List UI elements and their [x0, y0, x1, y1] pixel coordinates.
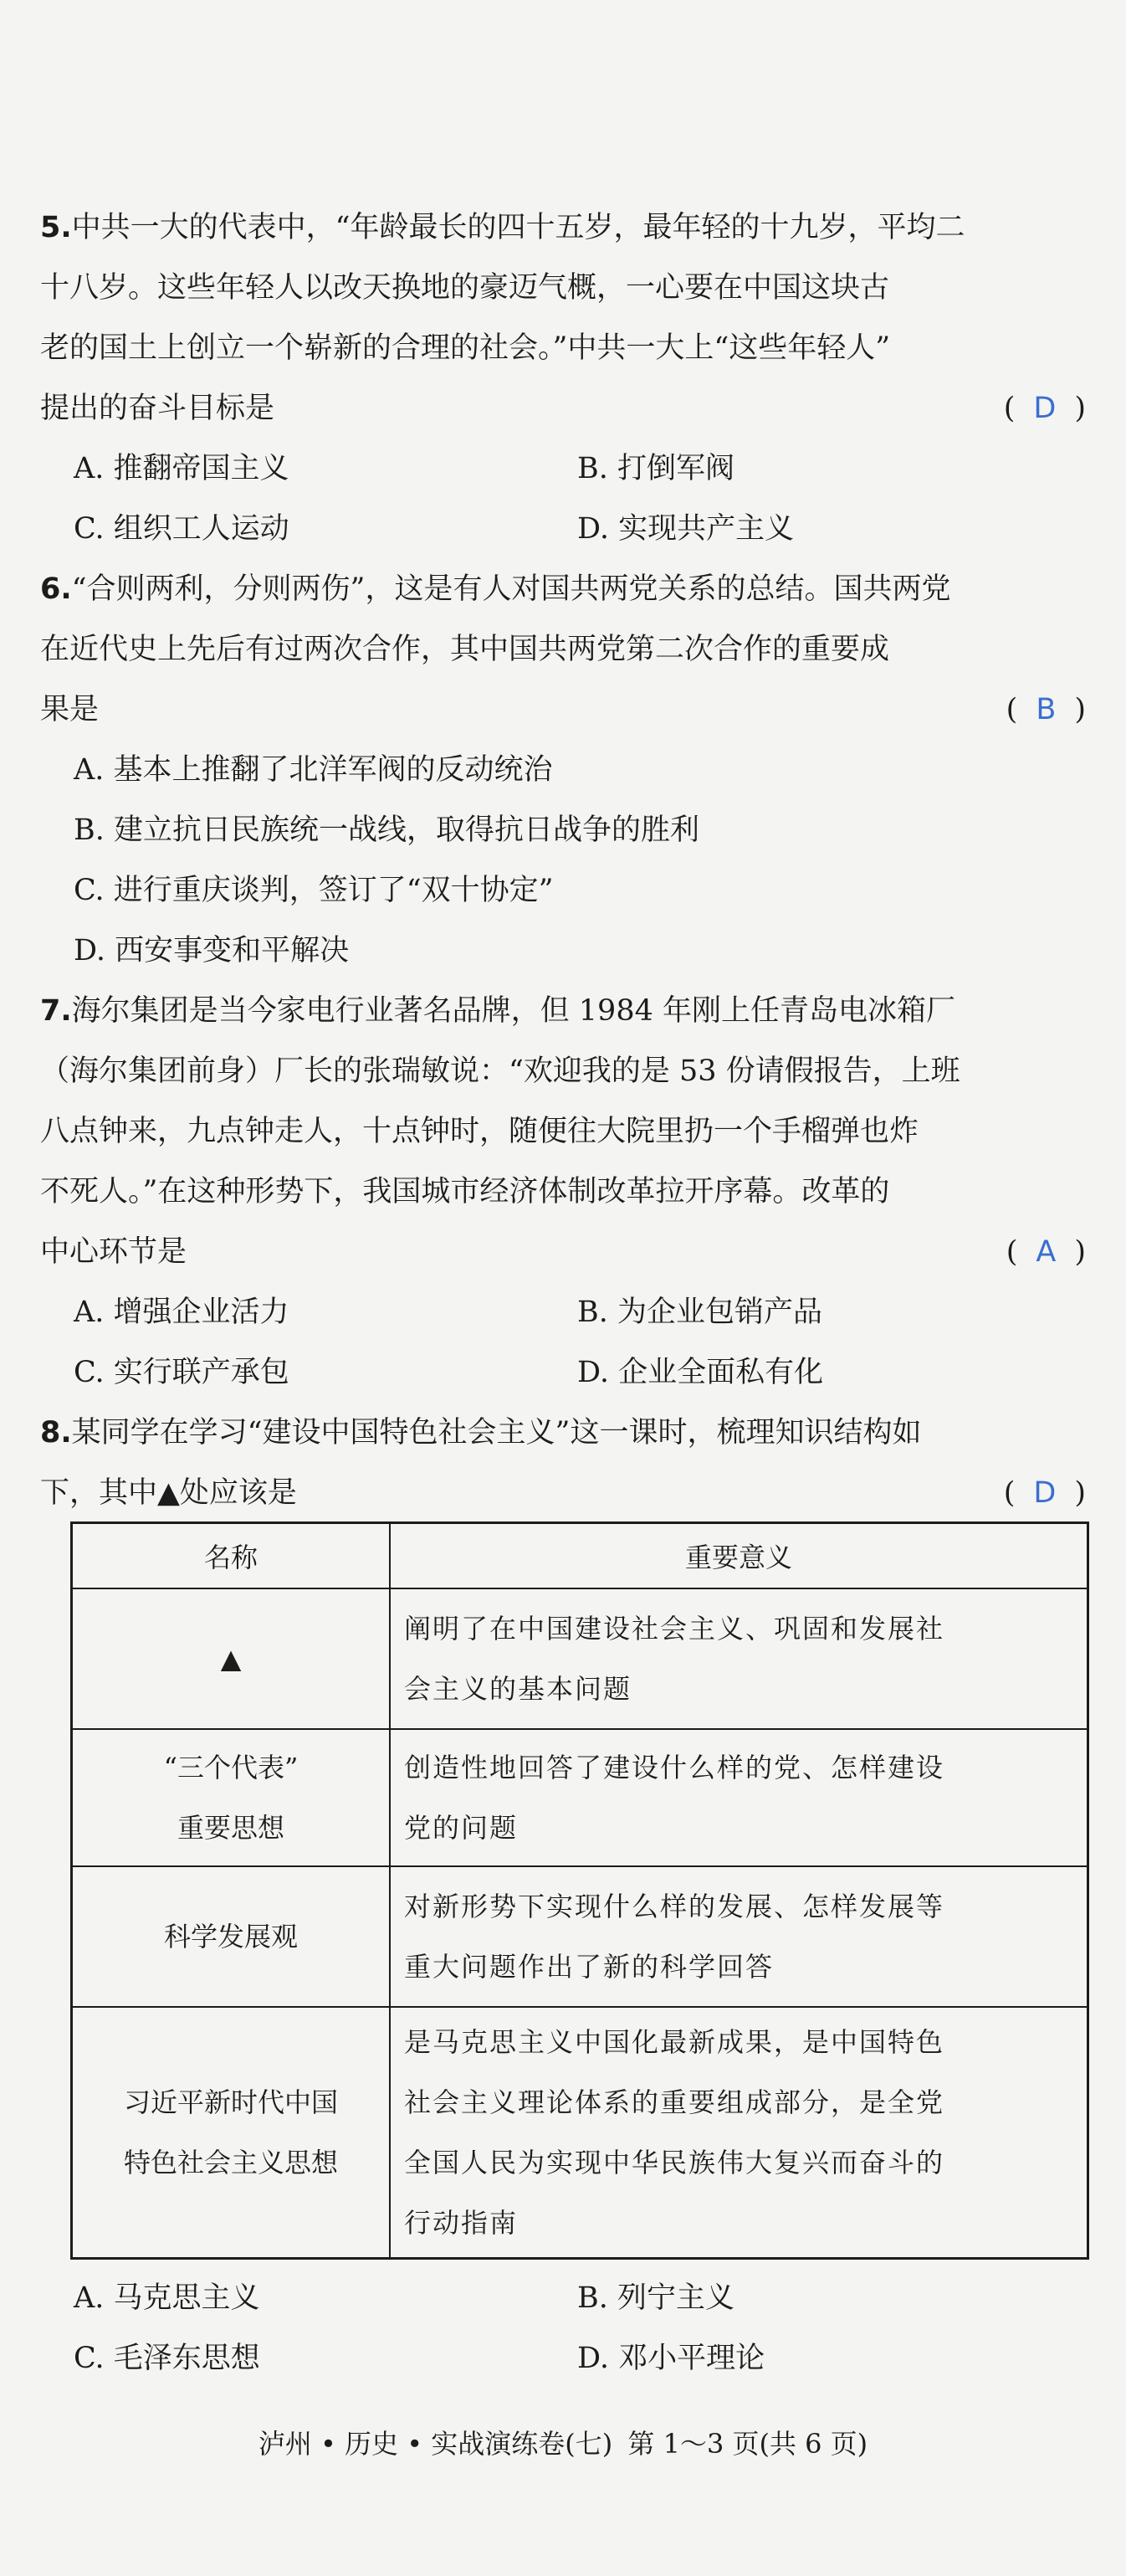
knowledge-table — [70, 1521, 1089, 2260]
footer-page-number: 第 1～3 页(共 6 页) — [627, 2428, 868, 2460]
question-8-line-2: 下，其中▲处应该是 — [40, 1476, 297, 1510]
option-a: A. 增强企业活力 — [74, 1296, 289, 1329]
question-7-line-5: 中心环节是 — [40, 1235, 187, 1269]
table-cell-name: 科学发展观 — [72, 1866, 391, 2007]
option-a: A. 推翻帝国主义 — [74, 452, 289, 485]
table-row — [72, 2007, 1088, 2259]
table-cell-name: 习近平新时代中国 特色社会主义思想 — [72, 2007, 391, 2259]
option-d: D. 邓小平理论 — [577, 2342, 765, 2375]
option-d: D. 西安事变和平解决 — [74, 934, 350, 967]
question-8-answer: ( D ) — [1003, 1476, 1086, 1510]
question-5-line-4: 提出的奋斗目标是 — [40, 392, 275, 425]
footer-title: 泸州 • 历史 • 实战演练卷(七) — [258, 2428, 613, 2460]
question-5-line-2: 十八岁。这些年轻人以改天换地的豪迈气概，一心要在中国这块古 — [40, 271, 890, 305]
option-d: D. 实现共产主义 — [577, 512, 795, 546]
option-a: A. 马克思主义 — [74, 2281, 260, 2315]
option-d: D. 企业全面私有化 — [577, 1356, 824, 1389]
question-5-answer: ( D ) — [1003, 392, 1086, 425]
question-5-line-3: 老的国土上创立一个崭新的合理的社会。”中共一大上“这些年轻人” — [40, 331, 891, 365]
option-b: B. 打倒军阀 — [577, 452, 734, 485]
question-number: 8. — [40, 1416, 72, 1450]
table-row — [72, 1729, 1088, 1866]
table-cell-name: “三个代表” 重要思想 — [72, 1729, 391, 1866]
question-number: 7. — [40, 994, 72, 1028]
question-number: 6. — [40, 572, 72, 606]
table-cell-name — [72, 1588, 391, 1729]
question-6-line-2: 在近代史上先后有过两次合作，其中国共两党第二次合作的重要成 — [40, 633, 890, 666]
table-row — [72, 1588, 1088, 1729]
header-name: 名称 — [72, 1523, 391, 1589]
question-5-line-1: 5.中共一大的代表中，“年龄最长的四十五岁，最年轻的十九岁，平均二 — [40, 211, 965, 244]
table-cell-meaning: 创造性地回答了建设什么样的党、怎样建设 党的问题 — [390, 1729, 1088, 1866]
table-row — [72, 1866, 1088, 2007]
question-7-line-4: 不死人。”在这种形势下，我国城市经济体制改革拉开序幕。改革的 — [40, 1175, 890, 1208]
question-6-answer: ( B ) — [1006, 693, 1086, 726]
question-8-line-1: 8.某同学在学习“建设中国特色社会主义”这一课时，梳理知识结构如 — [40, 1416, 922, 1450]
question-7-line-3: 八点钟来，九点钟走人，十点钟时，随便往大院里扔一个手榴弹也炸 — [40, 1115, 919, 1148]
question-7-line-2: （海尔集团前身）厂长的张瑞敏说：“欢迎我的是 53 份请假报告，上班 — [40, 1055, 960, 1088]
question-6-line-1: 6.“合则两利，分则两伤”，这是有人对国共两党关系的总结。国共两党 — [40, 572, 951, 606]
option-c: C. 组织工人运动 — [74, 512, 289, 546]
table-cell-meaning: 阐明了在中国建设社会主义、巩固和发展社 会主义的基本问题 — [390, 1588, 1088, 1729]
table-cell-meaning: 是马克思主义中国化最新成果，是中国特色 社会主义理论体系的重要组成部分，是全党 全国人民为实现中华民族伟大复兴而奋斗的 行动指南 — [390, 2007, 1088, 2259]
option-c: C. 实行联产承包 — [74, 1356, 289, 1389]
option-b: B. 列宁主义 — [577, 2281, 734, 2315]
page-footer — [0, 2423, 1126, 2465]
option-c: C. 毛泽东思想 — [74, 2342, 260, 2375]
question-6-line-3: 果是 — [40, 693, 100, 726]
question-7-answer: ( A ) — [1006, 1235, 1086, 1269]
option-b: B. 为企业包销产品 — [577, 1296, 822, 1329]
triangle-icon: ▲ — [220, 1643, 242, 1675]
question-number: 5. — [40, 211, 72, 244]
header-meaning: 重要意义 — [390, 1523, 1088, 1589]
option-a: A. 基本上推翻了北洋军阀的反动统治 — [74, 753, 553, 787]
question-7-line-1: 7.海尔集团是当今家电行业著名品牌，但 1984 年刚上任青岛电冰箱厂 — [40, 994, 955, 1028]
option-b: B. 建立抗日民族统一战线，取得抗日战争的胜利 — [74, 813, 699, 847]
table-header-row — [72, 1523, 1088, 1589]
option-c: C. 进行重庆谈判，签订了“双十协定” — [74, 874, 554, 907]
table-cell-meaning: 对新形势下实现什么样的发展、怎样发展等 重大问题作出了新的科学回答 — [390, 1866, 1088, 2007]
